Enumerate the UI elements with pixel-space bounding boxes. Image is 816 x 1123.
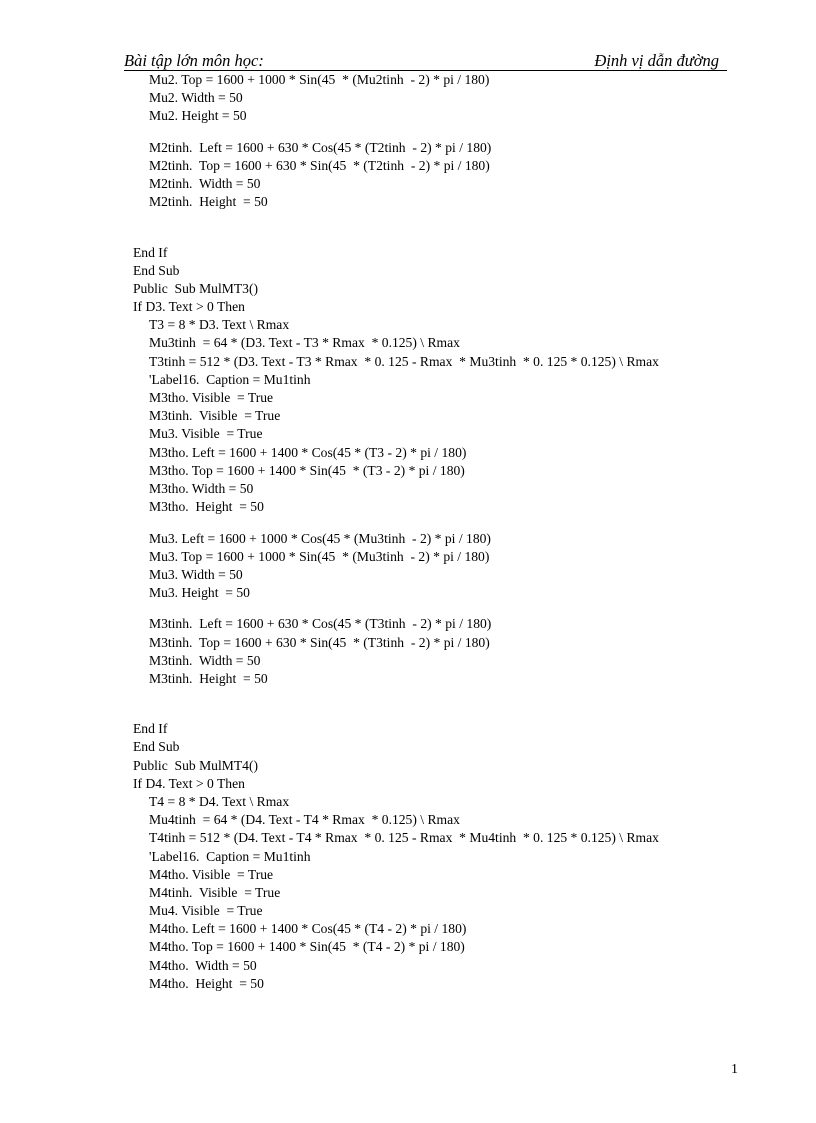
code-line: Mu4. Visible = True bbox=[149, 903, 263, 919]
code-line: T3tinh = 512 * (D3. Text - T3 * Rmax * 0. 125 - Rmax * Mu3tinh * 0. 125 * 0.125) \ Rmax bbox=[149, 353, 659, 369]
code-line: M4tho. Height = 50 bbox=[149, 975, 264, 991]
code-line: Mu2. Top = 1600 + 1000 * Sin(45 * (Mu2tinh - 2) * pi / 180) bbox=[149, 72, 490, 87]
code-line: Mu2. Height = 50 bbox=[149, 108, 247, 124]
code-line: M3tinh. Left = 1600 + 630 * Cos(45 * (T3tinh - 2) * pi / 180) bbox=[149, 616, 492, 632]
code-line: If D4. Text > 0 Then bbox=[133, 775, 245, 791]
code-line: M3tho. Left = 1600 + 1400 * Cos(45 * (T3 - 2) * pi / 180) bbox=[149, 444, 467, 460]
code-line: Mu3. Width = 50 bbox=[149, 566, 243, 582]
blank-line bbox=[0, 126, 816, 139]
code-line: Mu3tinh = 64 * (D3. Text - T3 * Rmax * 0.125) \ Rmax bbox=[149, 335, 460, 351]
blank-line bbox=[0, 688, 816, 720]
blank-line bbox=[0, 212, 816, 244]
code-line: 'Label16. Caption = Mu1tinh bbox=[149, 371, 311, 387]
code-line: M3tinh. Width = 50 bbox=[149, 652, 261, 668]
blank-line bbox=[0, 516, 816, 529]
code-line: M3tinh. Height = 50 bbox=[149, 671, 268, 686]
code-line: End Sub bbox=[133, 262, 180, 278]
code-line: Mu3. Visible = True bbox=[149, 426, 263, 442]
code-line: M3tho. Top = 1600 + 1400 * Sin(45 * (T3 - 2) * pi / 180) bbox=[149, 462, 465, 478]
code-line: M3tho. Width = 50 bbox=[149, 480, 254, 496]
code-line: Mu3. Top = 1600 + 1000 * Sin(45 * (Mu3tinh - 2) * pi / 180) bbox=[149, 548, 490, 564]
header-topic-title: Định vị dẫn đường bbox=[594, 51, 719, 70]
code-line: End If bbox=[133, 244, 168, 260]
code-line: M4tho. Visible = True bbox=[149, 866, 274, 882]
code-line: M2tinh. Left = 1600 + 630 * Cos(45 * (T2tinh - 2) * pi / 180) bbox=[149, 139, 492, 155]
code-line: 'Label16. Caption = Mu1tinh bbox=[149, 848, 311, 864]
code-line: Public Sub MulMT3() bbox=[133, 280, 258, 296]
code-line: Mu3. Left = 1600 + 1000 * Cos(45 * (Mu3tinh - 2) * pi / 180) bbox=[149, 530, 491, 546]
code-line: M3tho. Visible = True bbox=[149, 390, 274, 405]
code-line: M3tinh. Top = 1600 + 630 * Sin(45 * (T3tinh - 2) * pi / 180) bbox=[149, 634, 490, 650]
code-line: M2tinh. Top = 1600 + 630 * Sin(45 * (T2tinh - 2) * pi / 180) bbox=[149, 157, 490, 173]
code-line: T4 = 8 * D4. Text \ Rmax bbox=[149, 793, 290, 809]
code-line: M4tho. Left = 1600 + 1400 * Cos(45 * (T4 - 2) * pi / 180) bbox=[149, 921, 467, 937]
code-line: T3 = 8 * D3. Text \ Rmax bbox=[149, 317, 290, 333]
code-listing bbox=[0, 71, 816, 993]
blank-line bbox=[0, 602, 816, 615]
code-line: M4tinh. Visible = True bbox=[149, 884, 281, 900]
page-number: 1 bbox=[731, 1062, 738, 1077]
code-line: Public Sub MulMT4() bbox=[133, 757, 258, 773]
code-line: M4tho. Top = 1600 + 1400 * Sin(45 * (T4 - 2) * pi / 180) bbox=[149, 939, 465, 955]
code-line: End Sub bbox=[133, 739, 180, 755]
code-line: Mu4tinh = 64 * (D4. Text - T4 * Rmax * 0.125) \ Rmax bbox=[149, 812, 460, 828]
code-line: M2tinh. Width = 50 bbox=[149, 176, 261, 192]
code-line: M2tinh. Height = 50 bbox=[149, 194, 268, 210]
code-line: If D3. Text > 0 Then bbox=[133, 299, 245, 315]
code-line: M3tinh. Visible = True bbox=[149, 408, 281, 424]
header-course-title: Bài tập lớn môn học: bbox=[124, 51, 264, 70]
code-line: T4tinh = 512 * (D4. Text - T4 * Rmax * 0. 125 - Rmax * Mu4tinh * 0. 125 * 0.125) \ Rmax bbox=[149, 830, 659, 846]
code-line: Mu2. Width = 50 bbox=[149, 90, 243, 106]
page-header bbox=[124, 50, 727, 71]
code-line: M3tho. Height = 50 bbox=[149, 499, 264, 515]
code-line: End If bbox=[133, 721, 168, 737]
code-line: M4tho. Width = 50 bbox=[149, 957, 257, 973]
code-line: Mu3. Height = 50 bbox=[149, 585, 250, 601]
